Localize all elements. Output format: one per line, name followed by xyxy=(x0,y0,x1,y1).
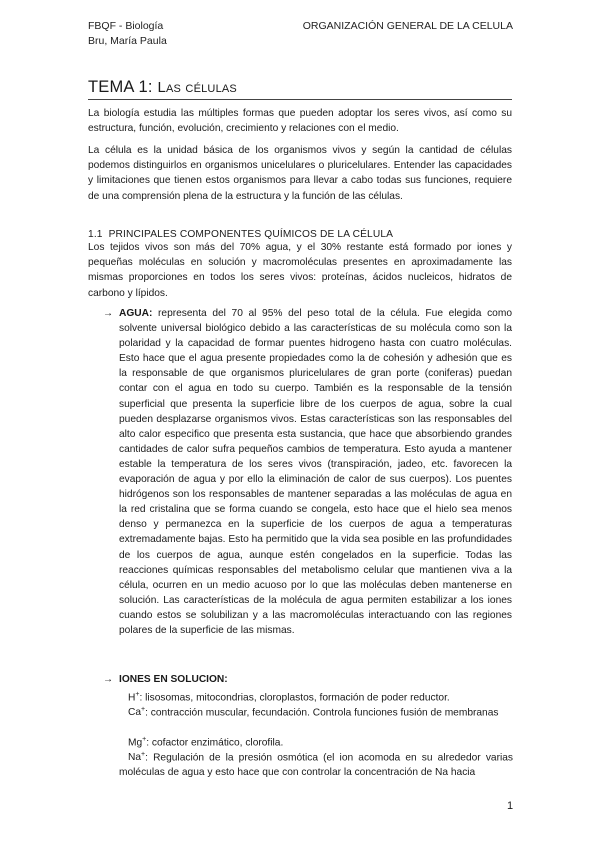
intro-paragraph-2: La célula es la unidad básica de los organismos vivos y según la cantidad de células podemos distinguirlos en organismos unicelulares o pluricelulares. Entender las capacidades y limitaciones que tienen estos organismos para llevar a cabo todas sus funciones, requiere de una comprensión plena de la estructura y la función de las células. xyxy=(88,145,512,202)
arrow-icon: → xyxy=(103,674,114,685)
arrow-icon: → xyxy=(103,308,114,319)
section-title: PRINCIPALES COMPONENTES QUÍMICOS DE LA CÉLULA xyxy=(108,229,394,240)
water-label: AGUA: xyxy=(119,308,153,319)
ions-label: IONES EN SOLUCION: xyxy=(119,674,228,685)
page-number: 1 xyxy=(507,800,514,812)
ion-item-na xyxy=(119,747,513,781)
water-description: representa del 70 al 95% del peso total de la célula. Fue elegida como solvente universal biológico debido a las características de su molécula como son la polaridad y la capacidad de formar puentes hidrogeno hasta con cuatro moléculas. Esto hace que el agua presente propiedades como la de cohesión y adhesión que es la responsable de que organismos pluricelulares de gran porte (coniferas) puedan contar con el agua en todo su cuerpo. También es la responsable de la tensión superficial que presenta la superficie libre de los cuerpos de agua, sobre la cual pueden desplazarse organismos vivos. Estas características son las responsables del alto calor especifico que presenta esta sustancia, que hace que absorbiendo grandes cantidades de calor sufra pequeños cambios de temperatura. Esto ayuda a mantener estable la temperatura de los seres vivos (transpiración, jadeo, etc. favorecen la evaporación de agua y por ello la eliminación de calor de sus cuerpos). Los puentes hidrógenos son los responsables de mantener separadas a las moléculas de agua en la red cristalina que se forma cuando se congela, esto hace que el hielo sea menos denso y permanezca en la superficie de los cuerpos de agua a temperaturas extremadamente bajas. Esto ha permitido que la vida sea posible en las profundidades de los cuerpos de agua, aunque estén congelados en la superficie. Todas las reacciones químicas responsables del metabolismo celular que mantienen viva a la célula, ocurren en un medio acuoso por lo que las moléculas deben mantenerse en solución. Las características de la molécula de agua permiten estabilizar a los iones cuando estos se solubilizan y a las macromoléculas interactuando con las regiones polares de la superficie de las mismas. xyxy=(119,308,512,636)
title-main: TEMA 1: xyxy=(88,78,158,96)
water-text xyxy=(119,306,512,638)
ion-charge: + xyxy=(135,691,140,698)
ion-symbol: Ca xyxy=(128,707,142,719)
title-sub: Las células xyxy=(157,79,237,96)
ion-text: : Regulación de la presión osmótica (el ion acomoda en su alrededor varias moléculas de agua y esto hace que con controlar la concentración de Na hacia xyxy=(119,752,513,779)
section-number: 1.1 xyxy=(88,229,103,240)
header-author: Bru, María Paula xyxy=(88,35,167,47)
ion-charge: + xyxy=(142,736,147,743)
ion-charge: + xyxy=(141,706,146,713)
ion-symbol: H xyxy=(128,692,136,704)
intro-paragraph-1: La biología estudia las múltiples formas que pueden adoptar los seres vivos, así como su estructura, función, evolución, crecimiento y relaciones con el medio. xyxy=(88,108,512,135)
page-title xyxy=(88,78,512,100)
section-paragraph: Los tejidos vivos son más del 70% agua, y el 30% restante está formado por iones y pequeñas moléculas en solución y macromoléculas presentes en aproximadamente las mismas proporciones en todos los seres vivos: proteínas, ácidos nucleicos, hidratos de carbono y lípidos. xyxy=(88,242,512,299)
ion-item-ca xyxy=(119,702,513,720)
ion-text: : contracción muscular, fecundación. Controla funciones fusión de membranas xyxy=(145,707,499,719)
ion-symbol: Na xyxy=(128,752,142,764)
header-topic: ORGANIZACIÓN GENERAL DE LA CELULA xyxy=(302,20,513,32)
ion-charge: + xyxy=(141,751,146,758)
ion-text: : lisosomas, mitocondrias, cloroplastos, formación de poder reductor. xyxy=(139,692,450,704)
header-left xyxy=(88,19,167,49)
ion-symbol: Mg xyxy=(128,737,143,749)
ion-text: : cofactor enzimático, clorofila. xyxy=(146,737,284,749)
header-course: FBQF - Biología xyxy=(88,20,164,32)
